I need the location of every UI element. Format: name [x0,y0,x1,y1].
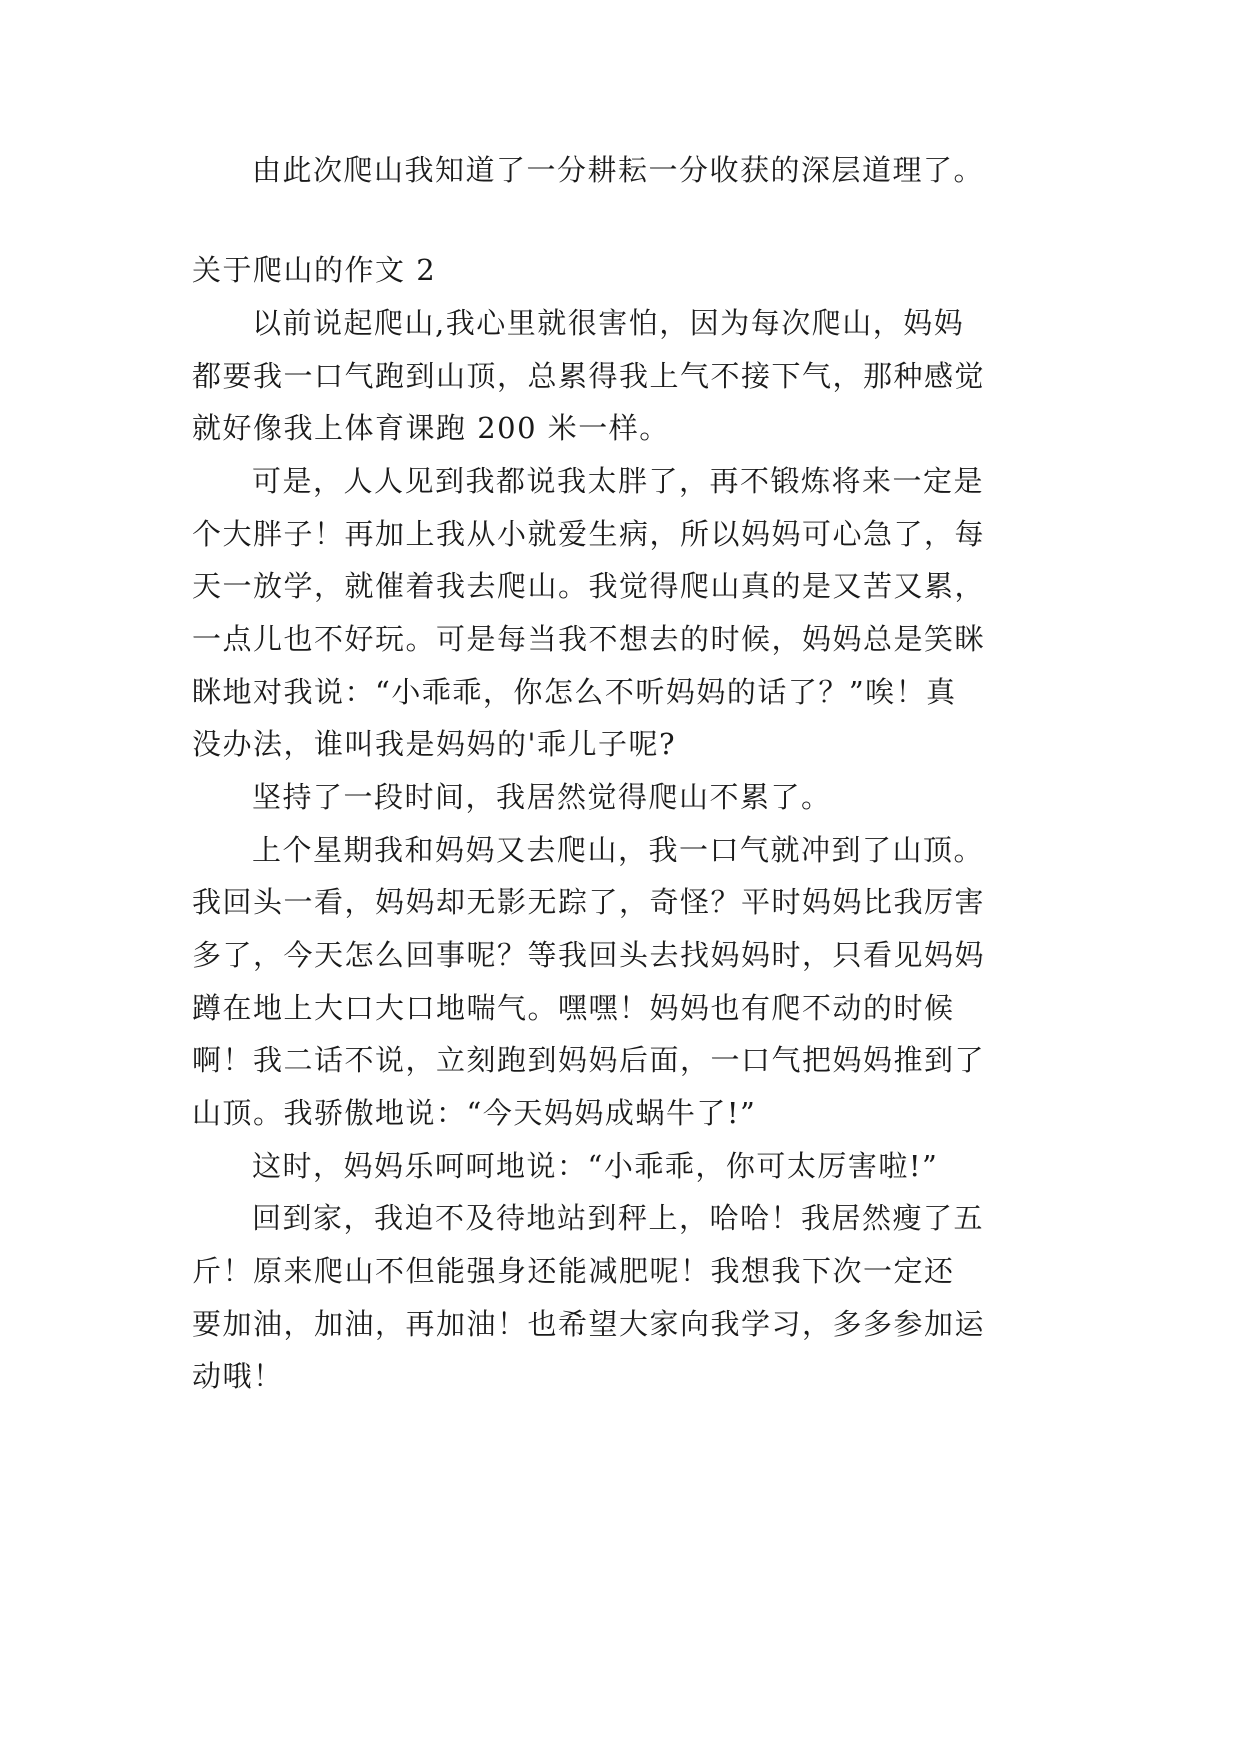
paragraph-line: 坚持了一段时间，我居然觉得爬山不累了。 [252,780,832,814]
paragraph-line: 动哦！ [192,1359,284,1393]
paragraph-line: 回到家，我迫不及待地站到秤上，哈哈！我居然瘦了五 [252,1201,985,1235]
paragraph-line: 这时，妈妈乐呵呵地说：“小乖乖，你可太厉害啦!” [252,1149,939,1183]
paragraph-line: 多了，今天怎么回事呢？等我回头去找妈妈时，只看见妈妈 [192,938,986,972]
paragraph-line: 一点儿也不好玩。可是每当我不想去的时候，妈妈总是笑眯 [192,622,986,656]
paragraph-line: 眯地对我说：“小乖乖，你怎么不听妈妈的话了？”唉！真 [192,675,957,709]
paragraph-line: 以前说起爬山,我心里就很害怕，因为每次爬山，妈妈 [252,306,965,340]
paragraph-line: 天一放学，就催着我去爬山。我觉得爬山真的是又苦又累， [192,569,986,603]
paragraph-line: 可是，人人见到我都说我太胖了，再不锻炼将来一定是 [252,464,985,498]
paragraph-line: 斤！原来爬山不但能强身还能减肥呢！我想我下次一定还 [192,1254,955,1288]
paragraph-line: 上个星期我和妈妈又去爬山，我一口气就冲到了山顶。 [252,833,985,867]
essay-heading: 关于爬山的作文 2 [192,253,437,287]
closing-line: 由此次爬山我知道了一分耕耘一分收获的深层道理了。 [252,153,985,187]
paragraph-line: 就好像我上体育课跑 200 米一样。 [192,411,670,445]
paragraph-line: 个大胖子！再加上我从小就爱生病，所以妈妈可心急了，每 [192,517,986,551]
paragraph-line: 要加油，加油，再加油！也希望大家向我学习，多多参加运 [192,1307,986,1341]
paragraph-line: 啊！我二话不说，立刻跑到妈妈后面，一口气把妈妈推到了 [192,1043,986,1077]
paragraph-line: 山顶。我骄傲地说：“今天妈妈成蜗牛了!” [192,1096,757,1130]
paragraph-line: 我回头一看，妈妈却无影无踪了，奇怪？平时妈妈比我厉害 [192,885,986,919]
paragraph-line: 蹲在地上大口大口地喘气。嘿嘿！妈妈也有爬不动的时候 [192,991,955,1025]
paragraph-line: 都要我一口气跑到山顶，总累得我上气不接下气，那种感觉 [192,359,986,393]
paragraph-line: 没办法，谁叫我是妈妈的'乖儿子呢? [192,727,677,761]
